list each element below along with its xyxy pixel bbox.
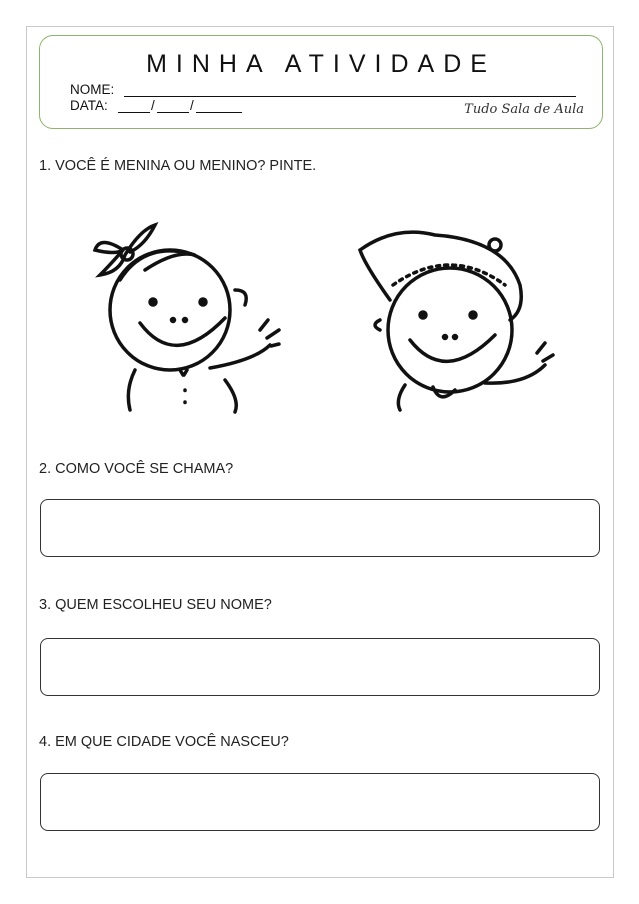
- date-year-line[interactable]: [196, 112, 242, 113]
- logo: Tudo Sala de Aula: [464, 102, 584, 117]
- boy-drawing[interactable]: [355, 225, 560, 415]
- girl-drawing[interactable]: [85, 220, 285, 415]
- question-3: 3. QUEM ESCOLHEU SEU NOME?: [39, 597, 272, 613]
- question-1: 1. VOCÊ É MENINA OU MENINO? PINTE.: [39, 158, 317, 174]
- name-label: NOME:: [70, 82, 115, 97]
- worksheet-page: [26, 26, 614, 878]
- name-line[interactable]: [124, 96, 576, 97]
- question-4: 4. EM QUE CIDADE VOCÊ NASCEU?: [39, 734, 289, 750]
- page-title: MINHA ATIVIDADE: [146, 50, 496, 78]
- date-label: DATA:: [70, 98, 108, 113]
- header-box: [39, 35, 603, 129]
- question-2: 2. COMO VOCÊ SE CHAMA?: [39, 461, 234, 477]
- answer-4-field[interactable]: [40, 773, 600, 831]
- date-month-line[interactable]: [157, 112, 189, 113]
- answer-3-field[interactable]: [40, 638, 600, 696]
- date-separator: /: [190, 98, 194, 113]
- date-separator: /: [151, 98, 155, 113]
- date-day-line[interactable]: [118, 112, 150, 113]
- answer-2-field[interactable]: [40, 499, 600, 557]
